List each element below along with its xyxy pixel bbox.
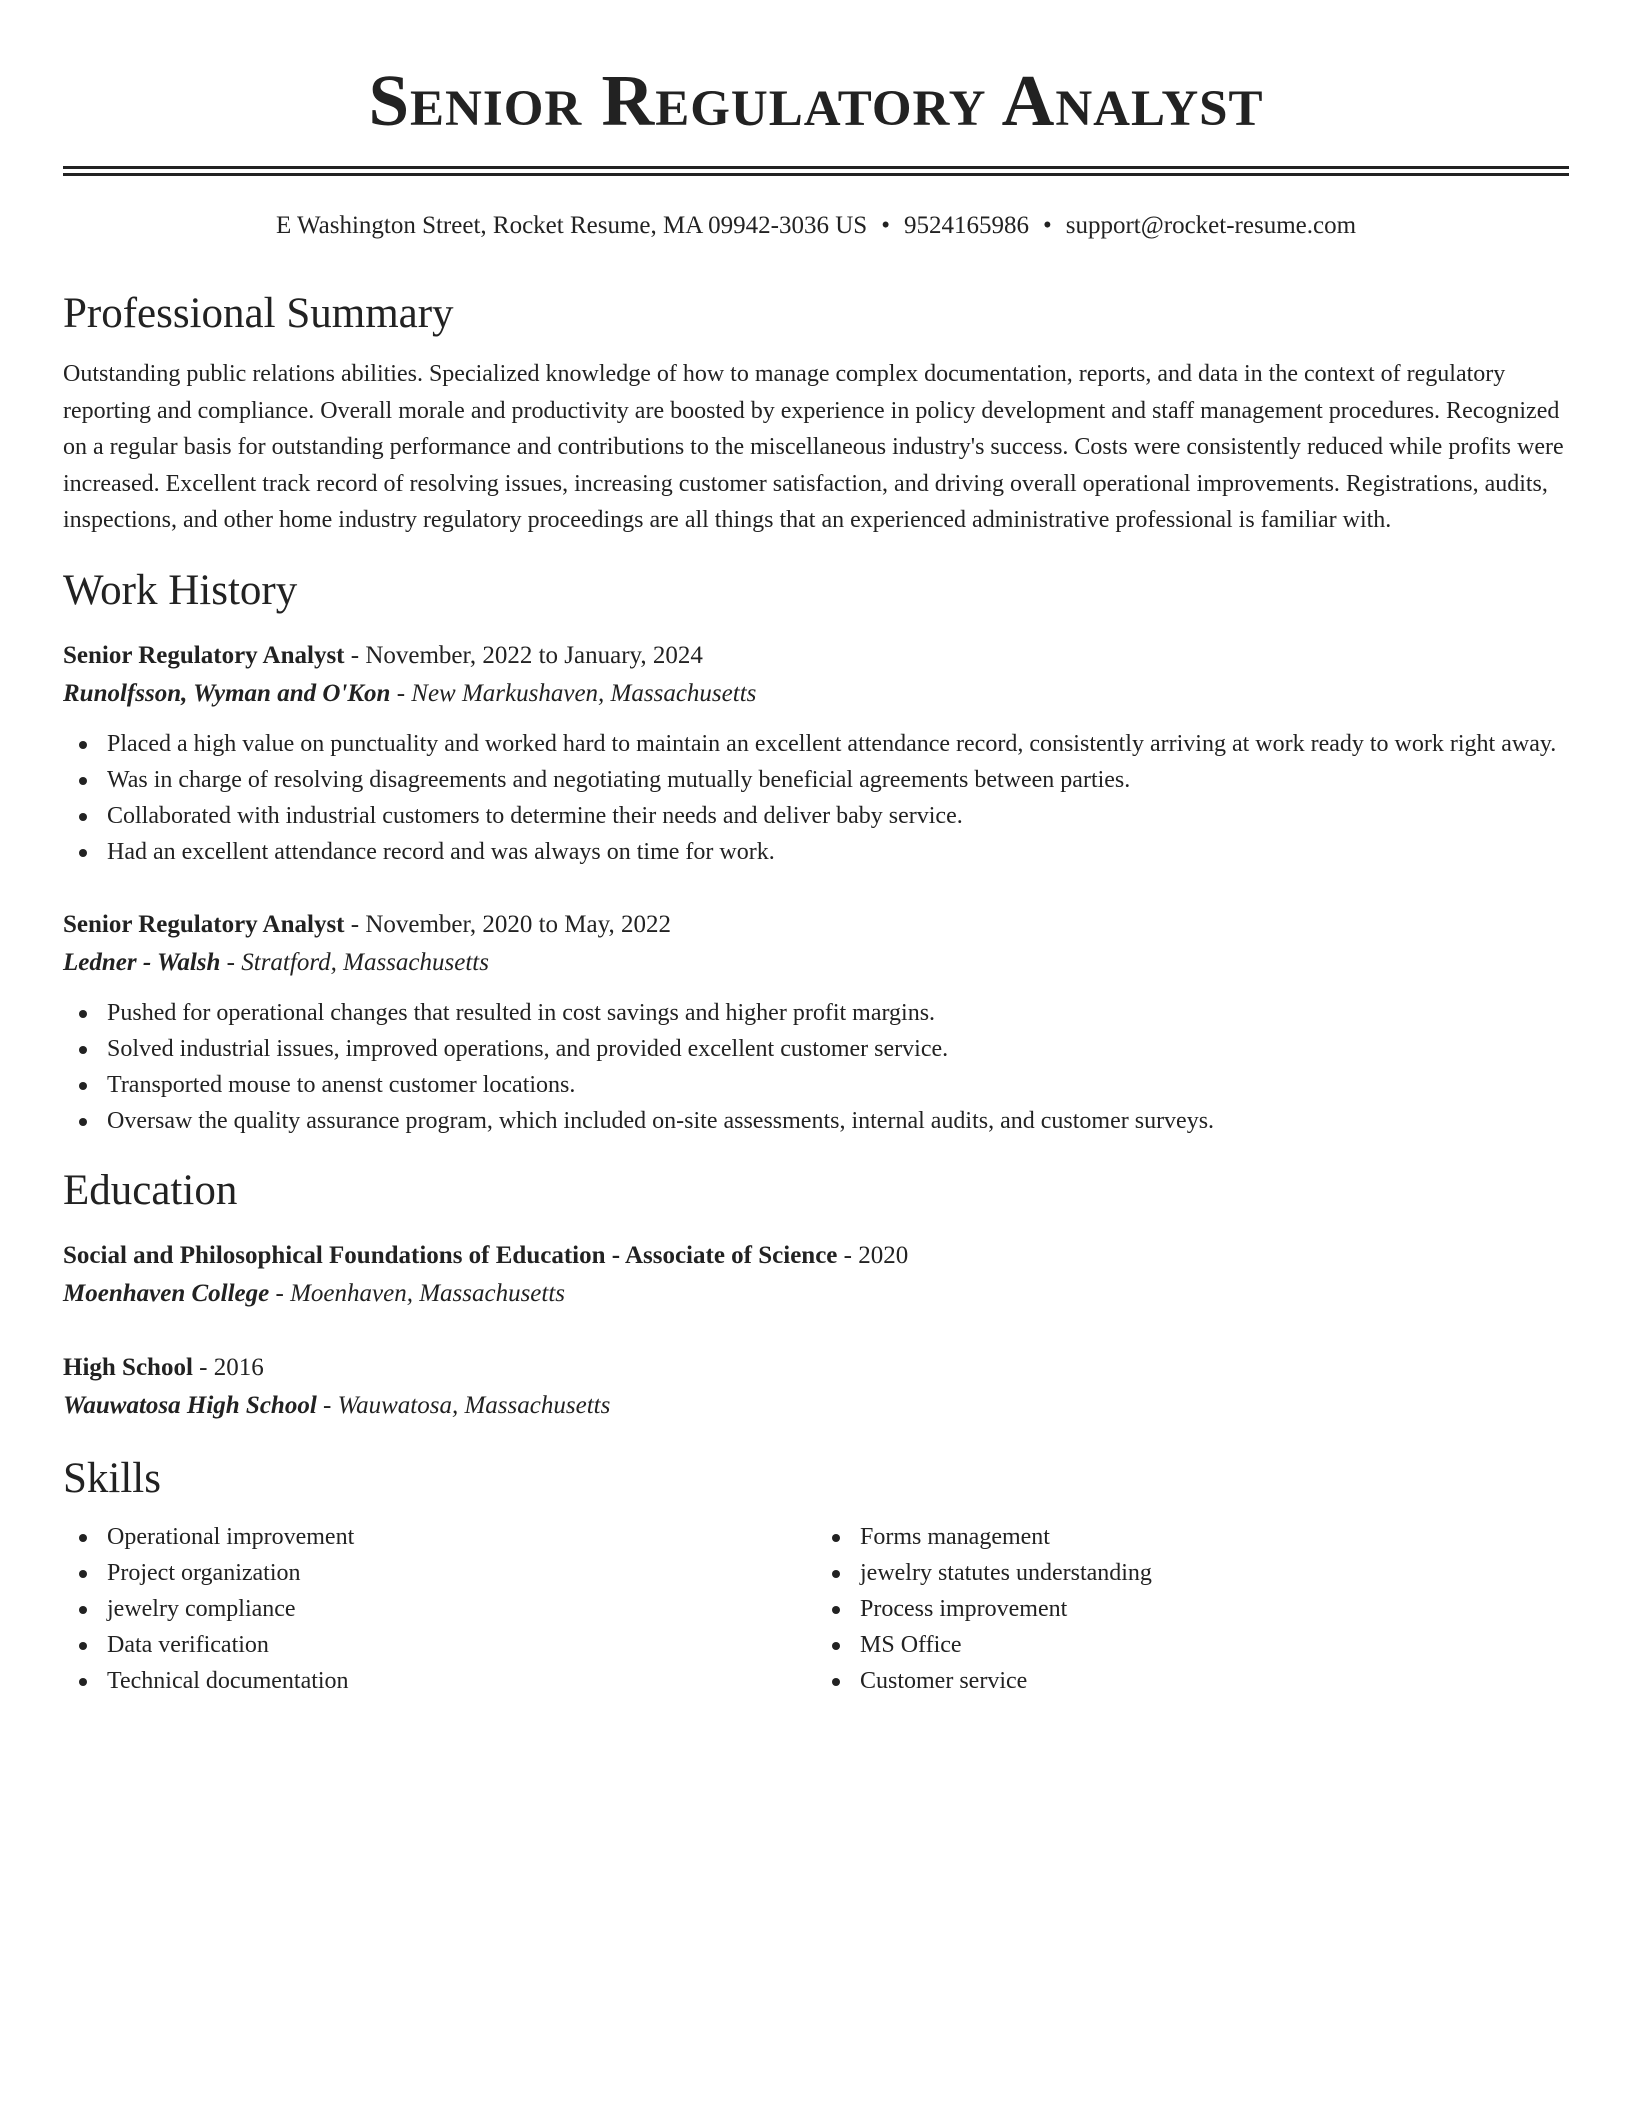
education-year: - 2016 [192,1353,264,1381]
skill-item: jewelry compliance [63,1591,816,1627]
education-degree-line [63,1349,1569,1387]
education-year: - 2020 [837,1241,909,1269]
job-dates: - November, 2022 to January, 2024 [344,641,703,669]
education-location: - Wauwatosa, Massachusetts [316,1391,611,1419]
job-title: Senior Regulatory Analyst [63,641,345,669]
job-bullets [63,726,1569,870]
education-degree: High School [63,1353,193,1381]
job-title: Senior Regulatory Analyst [63,910,345,938]
job-entry [63,637,1569,870]
list-item: Transported mouse to anenst customer locations. [63,1067,1569,1103]
job-location: - Stratford, Massachusetts [220,948,489,976]
contact-address: E Washington Street, Rocket Resume, MA 09942-3036 US [275,212,868,239]
summary-paragraph: Outstanding public relations abilities. Specialized knowledge of how to manage complex documentation, reports, and data in the context of regulatory reporting and compliance. Overall morale and productivity are boosted by experience in policy development and staff management procedures. Recognized on a regular basis for outstanding performance and contributions to the miscellaneous industry's success. Costs were consistently reduced while profits were increased. Excellent track record of resolving issues, increasing customer satisfaction, and driving overall operational improvements. Registrations, audits, inspections, and other home industry regulatory proceedings are all things that an experienced administrative professional is familiar with. [63,361,1564,533]
job-title-line [63,906,1569,944]
list-item: Pushed for operational changes that resulted in cost savings and higher profit margins. [63,995,1569,1031]
job-title-line [63,637,1569,675]
contact-line [63,210,1569,242]
skills-list-right [816,1519,1569,1699]
education-school: Moenhaven College [63,1279,270,1307]
skill-item: Data verification [63,1627,816,1663]
list-item: Oversaw the quality assurance program, which included on-site assessments, internal audits, and customer surveys. [63,1103,1569,1139]
job-bullets [63,995,1569,1139]
section-heading-skills: Skills [63,1454,161,1502]
list-item: Collaborated with industrial customers to determine their needs and deliver baby service. [63,798,1569,834]
skill-item: Customer service [816,1663,1569,1699]
contact-phone: 9524165986 [903,212,1029,239]
education-location: - Moenhaven, Massachusetts [269,1279,566,1307]
job-entry [63,906,1569,1139]
section-heading-summary: Professional Summary [63,290,454,337]
education-school: Wauwatosa High School [63,1391,317,1419]
contact-separator: • [881,212,890,239]
skill-item: jewelry statutes understanding [816,1555,1569,1591]
list-item: Placed a high value on punctuality and worked hard to maintain an excellent attendance record, consistently arriving at work ready to work right away. [63,726,1569,762]
skills-list-left [63,1519,816,1699]
skill-item: Project organization [63,1555,816,1591]
education-school-line [63,1275,1569,1313]
skills-columns [63,1519,1569,1699]
section-heading-work-history: Work History [63,566,298,614]
skill-item: Technical documentation [63,1663,816,1699]
list-item: Solved industrial issues, improved operations, and provided excellent customer service. [63,1031,1569,1067]
job-location: - New Markushaven, Massachusetts [390,679,757,707]
education-entry [63,1237,1569,1313]
skill-item: Forms management [816,1519,1569,1555]
section-heading-education: Education [63,1166,238,1214]
job-company: Runolfsson, Wyman and O'Kon [63,679,391,707]
resume-title: Senior Regulatory Analyst [368,60,1264,141]
job-company: Ledner - Walsh [63,948,221,976]
skill-item: MS Office [816,1627,1569,1663]
contact-separator: • [1042,212,1052,239]
education-degree-line [63,1237,1569,1275]
contact-email: support@rocket-resume.com [1065,212,1357,239]
skill-item: Operational improvement [63,1519,816,1555]
title-divider [63,166,1569,176]
job-company-line [63,944,1569,982]
list-item: Was in charge of resolving disagreements and negotiating mutually beneficial agreements between parties. [63,762,1569,798]
education-degree: Social and Philosophical Foundations of Education - Associate of Science [63,1241,838,1269]
education-school-line [63,1387,1569,1425]
job-dates: - November, 2020 to May, 2022 [344,910,671,938]
education-entry [63,1349,1569,1425]
list-item: Had an excellent attendance record and was always on time for work. [63,834,1569,870]
job-company-line [63,675,1569,713]
skill-item: Process improvement [816,1591,1569,1627]
